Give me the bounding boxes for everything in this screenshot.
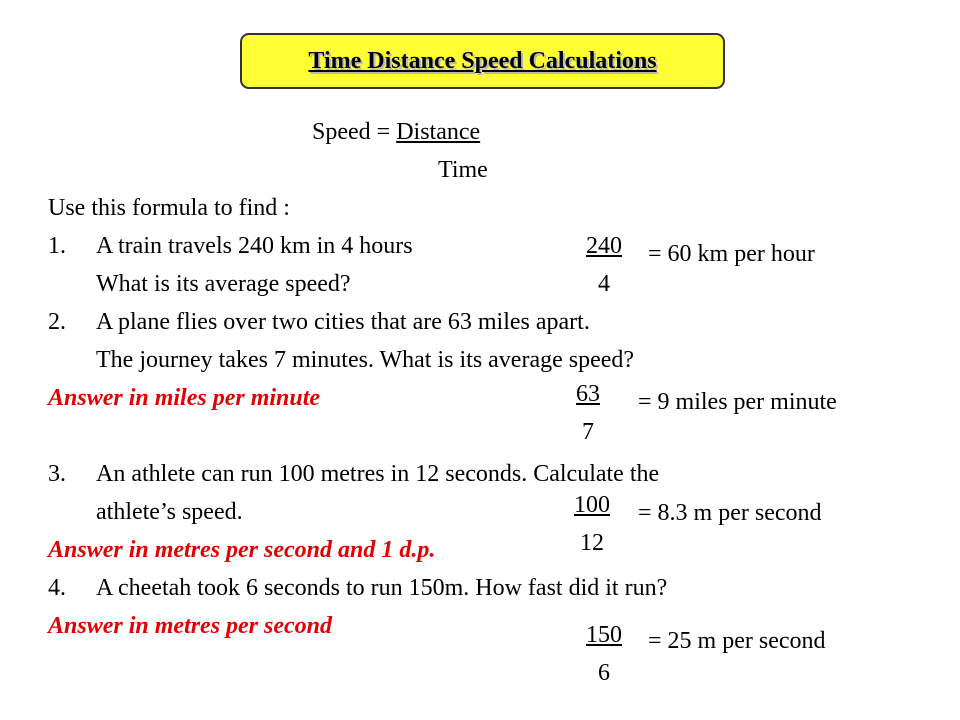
question-4-number: 4.: [48, 575, 66, 601]
question-2-answer: = 9 miles per minute: [638, 389, 837, 415]
question-2-numerator: 63: [576, 381, 600, 407]
question-4-numerator: 150: [586, 622, 622, 648]
question-3-line-2: athlete’s speed.: [96, 499, 243, 525]
question-4-denominator: 6: [598, 660, 610, 686]
question-4-note: Answer in metres per second: [48, 613, 333, 639]
question-2-denominator: 7: [582, 419, 594, 445]
question-1-number: 1.: [48, 233, 66, 259]
title-banner: [240, 33, 725, 89]
question-4-answer: = 25 m per second: [648, 628, 826, 654]
question-2-line-1: A plane flies over two cities that are 63 miles apart.: [96, 309, 590, 335]
question-3-numerator: 100: [574, 492, 610, 518]
question-3-number: 3.: [48, 461, 66, 487]
question-2-note: Answer in miles per minute: [48, 385, 321, 411]
intro-text: Use this formula to find :: [48, 195, 290, 221]
question-1-line-2: What is its average speed?: [96, 271, 351, 297]
formula-denominator: Time: [438, 157, 488, 183]
question-1-line-1: A train travels 240 km in 4 hours: [96, 233, 413, 259]
question-1-numerator: 240: [586, 233, 622, 259]
question-1-answer: = 60 km per hour: [648, 241, 815, 267]
question-3-denominator: 12: [580, 530, 604, 556]
page-title: Time Distance Speed Calculations: [308, 47, 657, 74]
question-3-note: Answer in metres per second and 1 d.p.: [48, 537, 436, 563]
formula-lhs: Speed =: [312, 119, 397, 145]
question-2-number: 2.: [48, 309, 66, 335]
question-3-answer: = 8.3 m per second: [638, 500, 822, 526]
formula-numerator-line: [312, 119, 480, 147]
question-2-line-2: The journey takes 7 minutes. What is its average speed?: [96, 347, 635, 373]
question-1-denominator: 4: [598, 271, 610, 297]
question-3-line-1: An athlete can run 100 metres in 12 seconds. Calculate the: [96, 461, 660, 487]
question-4-line-1: A cheetah took 6 seconds to run 150m. How fast did it run?: [96, 575, 668, 601]
formula-numerator: Distance: [396, 119, 481, 145]
